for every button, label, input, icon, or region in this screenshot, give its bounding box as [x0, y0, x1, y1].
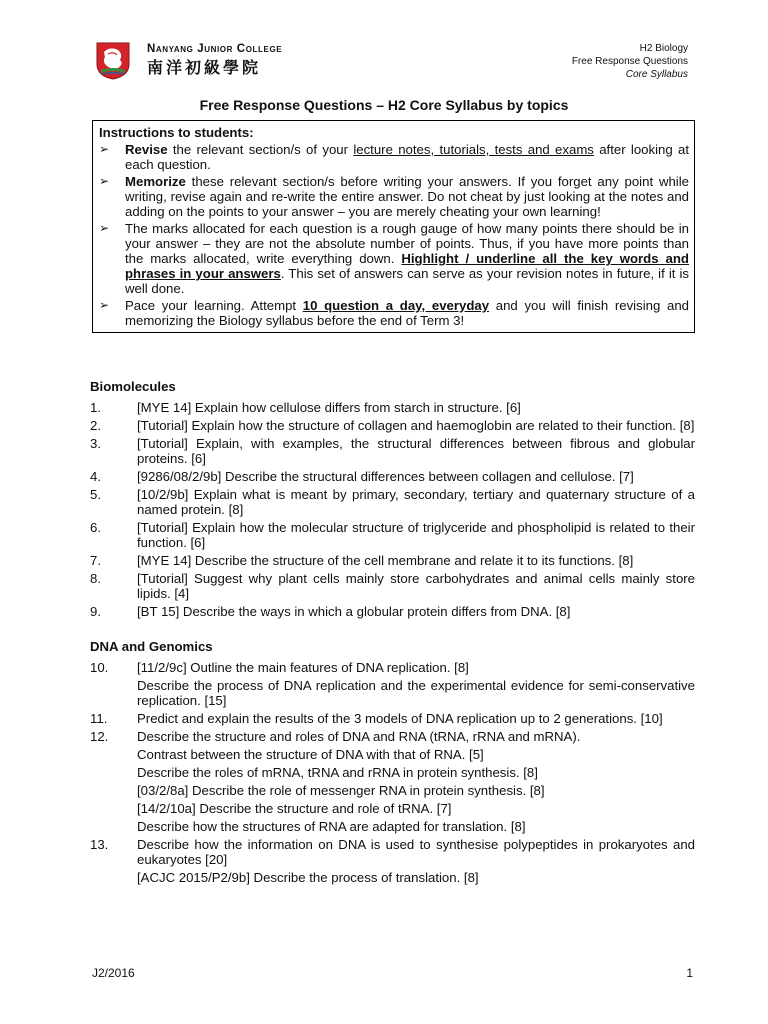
questions-content — [90, 379, 695, 888]
sub-question: [03/2/8a] Describe the role of messenger RNA in protein synthesis. [8] — [137, 783, 545, 798]
question-item: 8. [Tutorial] Suggest why plant cells mainly store carbohydrates and animal cells mainly store lipids. [4] — [90, 571, 695, 601]
arrow-bullet-icon: ➢ — [99, 298, 110, 312]
school-crest-icon — [96, 42, 130, 80]
arrow-bullet-icon: ➢ — [99, 221, 110, 235]
question-item: 5. [10/2/9b] Explain what is meant by primary, secondary, tertiary and quaternary structure of a named protein. [8] — [90, 487, 695, 517]
question-item: 1. [MYE 14] Explain how cellulose differs from starch in structure. [6] — [90, 400, 521, 415]
section-heading-dna-genomics: DNA and Genomics — [90, 639, 213, 654]
question-item: 11. Predict and explain the results of the 3 models of DNA replication up to 2 generations. [10] — [90, 711, 663, 726]
school-name-chinese: 南洋初級學院 — [147, 58, 262, 77]
sub-question: [14/2/10a] Describe the structure and role of tRNA. [7] — [137, 801, 452, 816]
sub-question: Contrast between the structure of DNA with that of RNA. [5] — [137, 747, 484, 762]
sub-question: [ACJC 2015/P2/9b] Describe the process of translation. [8] — [137, 870, 479, 885]
instructions-heading: Instructions to students: — [99, 125, 254, 140]
school-name-english: Nanyang Junior College — [147, 43, 283, 55]
sub-question: Describe the process of DNA replication and the experimental evidence for semi-conservative replication. [15] — [137, 678, 695, 708]
arrow-bullet-icon: ➢ — [99, 174, 110, 188]
question-item: 13. Describe how the information on DNA is used to synthesise polypeptides in prokaryotes and eukaryotes [20] — [90, 837, 695, 867]
question-item: 2. [Tutorial] Explain how the structure of collagen and haemoglobin are related to their function. [8] — [90, 418, 695, 433]
instruction-marks: ➢ The marks allocated for each question is a rough gauge of how many points there should be in your answer – they are not the absolute number of points. Thus, if you have more points than the marks allocated, write everything down. Highlight / underline all the key words and phrases in your answers. This set of answers can serve as your revision notes in future, if it is well done. — [99, 221, 689, 296]
question-item: 3. [Tutorial] Explain, with examples, the structural differences between fibrous and globular proteins. [6] — [90, 436, 695, 466]
section-heading-biomolecules: Biomolecules — [90, 379, 176, 394]
header-syllabus: Core Syllabus — [625, 69, 688, 80]
arrow-bullet-icon: ➢ — [99, 142, 110, 156]
question-item: 6. [Tutorial] Explain how the molecular structure of triglyceride and phospholipid is related to their function. [6] — [90, 520, 695, 550]
instruction-revise: ➢ Revise the relevant section/s of your lecture notes, tutorials, tests and exams after looking at each question. — [99, 142, 690, 172]
sub-question: Describe how the structures of RNA are adapted for translation. [8] — [137, 819, 526, 834]
question-item: 10. [11/2/9c] Outline the main features of DNA replication. [8] — [90, 660, 469, 675]
question-item: 12. Describe the structure and roles of DNA and RNA (tRNA, rRNA and mRNA). — [90, 729, 581, 744]
document-title: Free Response Questions – H2 Core Syllabus by topics — [199, 97, 569, 113]
question-item: 4. [9286/08/2/9b] Describe the structural differences between collagen and cellulose. [7] — [90, 469, 634, 484]
question-item: 7. [MYE 14] Describe the structure of the cell membrane and relate it to its functions. [8] — [90, 553, 634, 568]
instructions-box — [92, 120, 695, 333]
header-subject: H2 Biology — [639, 43, 688, 54]
instruction-memorize: ➢ Memorize these relevant section/s before writing your answers. If you forget any point while writing, revise again and re-write the entire answer. Do not cheat by just looking at the notes and adding on the points to your answer – you are merely cheating your own learning! — [99, 174, 689, 219]
question-item: 9. [BT 15] Describe the ways in which a globular protein differs from DNA. [8] — [90, 604, 571, 619]
sub-question: Describe the roles of mRNA, tRNA and rRNA in protein synthesis. [8] — [137, 765, 538, 780]
header-doc-type: Free Response Questions — [571, 56, 688, 67]
page-number: 1 — [686, 966, 693, 980]
footer-date: J2/2016 — [92, 966, 135, 980]
header-meta — [572, 42, 688, 81]
instruction-pace: ➢ Pace your learning. Attempt 10 question a day, everyday and you will finish revising and memorizing the Biology syllabus before the end of Term 3! — [99, 298, 689, 328]
